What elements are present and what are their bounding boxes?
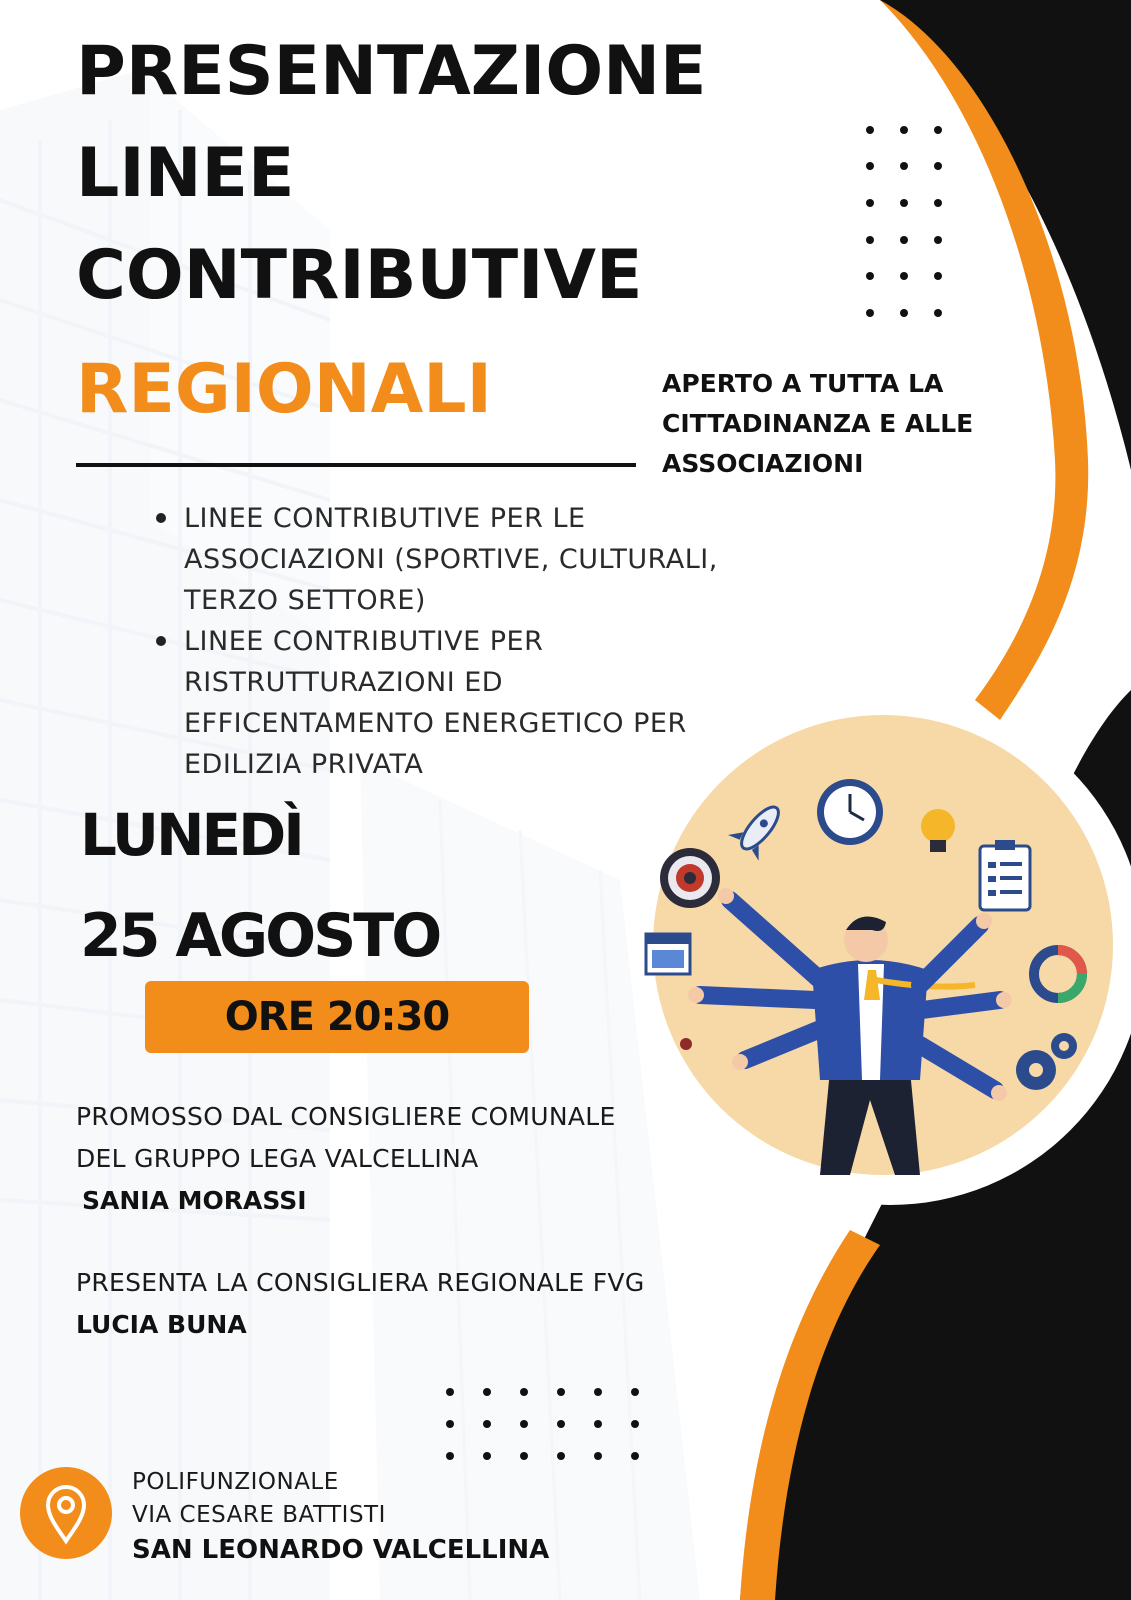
topic-line: LINEE CONTRIBUTIVE PER xyxy=(184,626,544,657)
location-pin-icon xyxy=(20,1467,112,1559)
topic-item xyxy=(150,621,718,785)
title-line-4: REGIONALI xyxy=(76,350,492,429)
promoter-line-2: DEL GRUPPO LEGA VALCELLINA xyxy=(76,1144,479,1173)
audience-note-line-1: APERTO A TUTTA LA xyxy=(662,369,944,398)
topic-line: LINEE CONTRIBUTIVE PER LE xyxy=(184,503,586,534)
event-date: 25 AGOSTO xyxy=(80,901,440,971)
topic-line: ASSOCIAZIONI (SPORTIVE, CULTURALI, xyxy=(184,544,718,575)
checklist-icon xyxy=(980,840,1030,910)
calendar-icon xyxy=(646,934,690,974)
title-line-3: CONTRIBUTIVE xyxy=(76,236,643,315)
event-time-badge xyxy=(145,981,529,1053)
title-line-1: PRESENTAZIONE xyxy=(76,32,707,111)
audience-note xyxy=(662,364,973,484)
venue-street: VIA CESARE BATTISTI xyxy=(132,1502,386,1528)
bullet-icon xyxy=(156,636,166,646)
promoter-name: SANIA MORASSI xyxy=(82,1186,307,1215)
presenter-block xyxy=(76,1262,645,1346)
title-divider xyxy=(76,463,636,467)
promoter-line-1: PROMOSSO DAL CONSIGLIERE COMUNALE xyxy=(76,1102,616,1131)
promoter-block xyxy=(76,1096,616,1222)
title-line-2: LINEE xyxy=(76,134,295,213)
topic-line: TERZO SETTORE) xyxy=(184,585,426,616)
topic-line: RISTRUTTURAZIONI ED xyxy=(184,667,504,698)
event-day: LUNEDÌ xyxy=(80,801,302,869)
topic-line: EDILIZIA PRIVATA xyxy=(184,749,424,780)
topic-item xyxy=(150,498,718,621)
bullet-icon xyxy=(156,513,166,523)
venue-block xyxy=(132,1466,549,1568)
presenter-name: LUCIA BUNA xyxy=(76,1310,247,1339)
event-time: ORE 20:30 xyxy=(224,994,450,1040)
venue-town: SAN LEONARDO VALCELLINA xyxy=(132,1535,550,1565)
venue-place: POLIFUNZIONALE xyxy=(132,1469,339,1495)
location-badge xyxy=(20,1467,112,1559)
clock-icon xyxy=(817,779,883,845)
target-icon xyxy=(660,848,720,908)
audience-note-line-3: ASSOCIAZIONI xyxy=(662,449,864,478)
audience-note-line-2: CITTADINANZA E ALLE xyxy=(662,409,974,438)
topics-list xyxy=(150,498,718,785)
presenter-line-1: PRESENTA LA CONSIGLIERA REGIONALE FVG xyxy=(76,1268,645,1297)
topic-line: EFFICENTAMENTO ENERGETICO PER xyxy=(184,708,687,739)
